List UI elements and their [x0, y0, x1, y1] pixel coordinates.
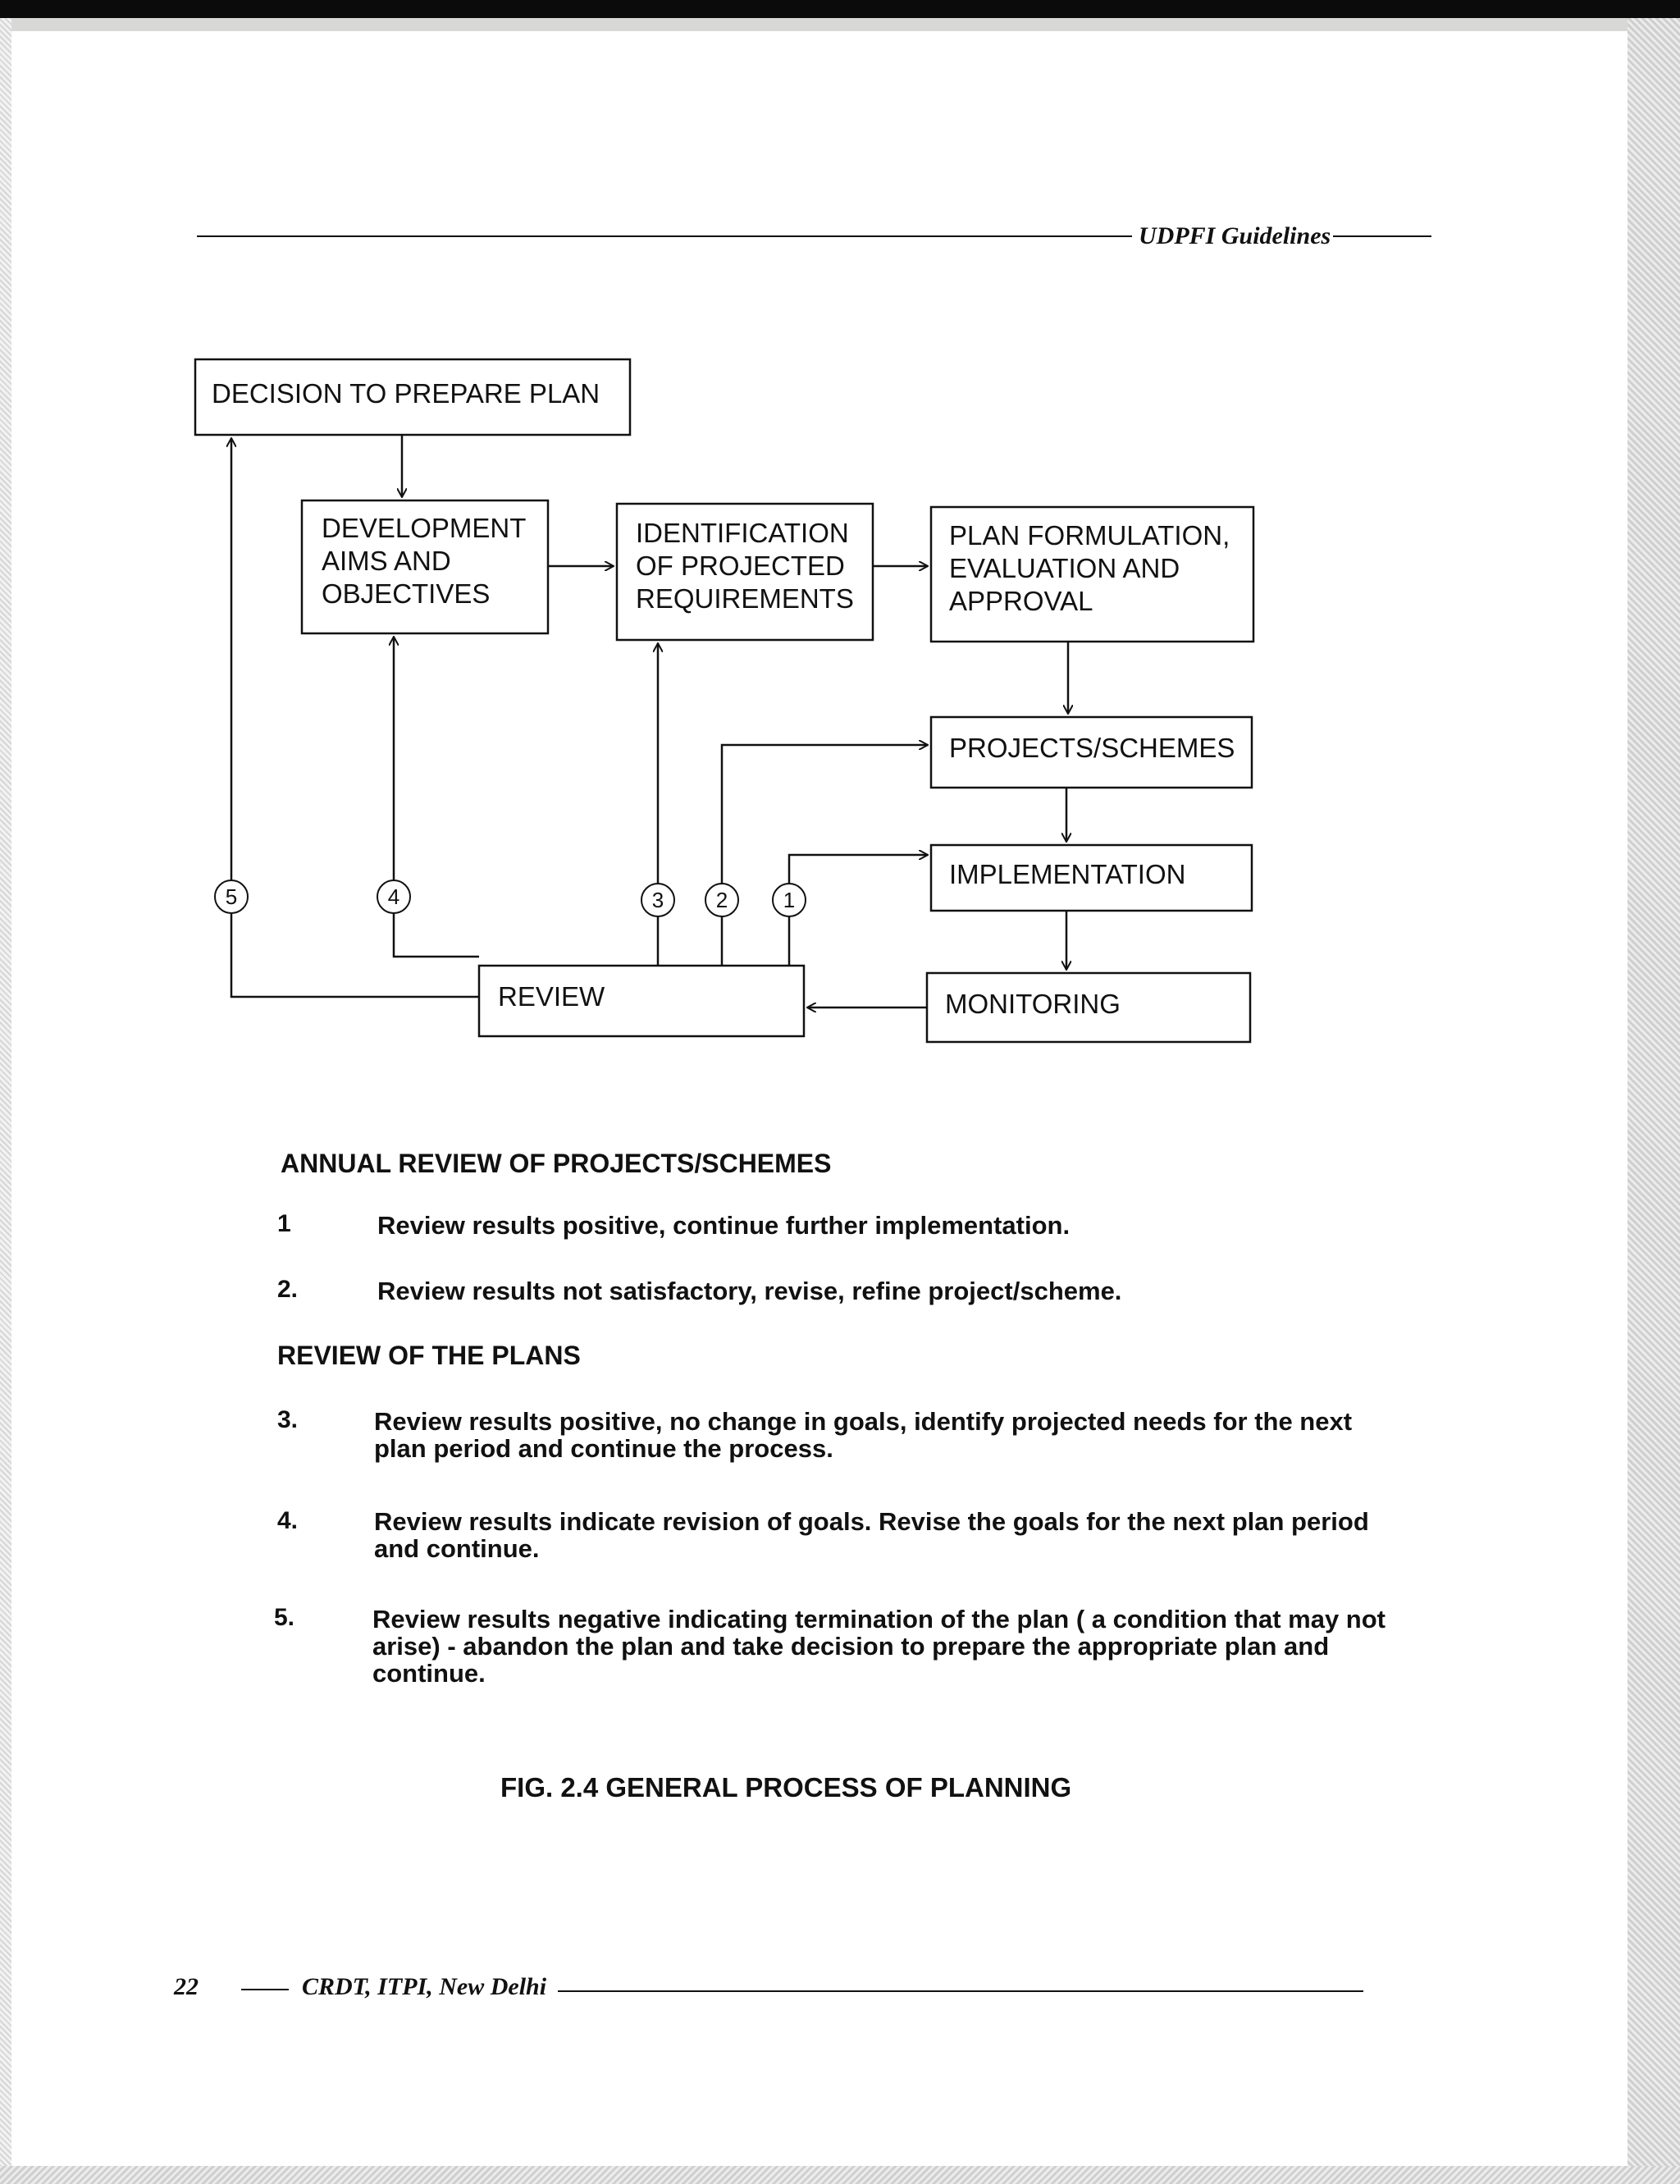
label-projects: PROJECTS/SCHEMES	[949, 733, 1235, 763]
item-number-1: 1	[277, 1210, 291, 1237]
item-number-5: 5.	[274, 1604, 295, 1631]
label-identification: IDENTIFICATION OF PROJECTED REQUIREMENTS	[636, 518, 854, 614]
label-review: REVIEW	[498, 981, 605, 1012]
item-text-1: Review results positive, continue further implementation.	[377, 1211, 1071, 1240]
label-monitoring: MONITORING	[945, 989, 1121, 1019]
item-text-3: Review results positive, no change in goals, identify projected needs for the next plan period and continue the process.	[374, 1407, 1353, 1463]
label-implementation: IMPLEMENTATION	[949, 859, 1186, 889]
item-text-5: Review results negative indicating termination of the plan ( a condition that may not arise) - abandon the plan and take decision to prepare the appropriate plan and continue.	[372, 1605, 1386, 1688]
loop-number-1: 1	[772, 883, 806, 917]
loop-4-path	[394, 637, 479, 957]
item-text-2: Review results not satisfactory, revise, refine project/scheme.	[377, 1277, 1122, 1305]
page-footer	[174, 1973, 1363, 2006]
footer-rule	[558, 1990, 1363, 1992]
label-formulation: PLAN FORMULATION, EVALUATION AND APPROVAL	[949, 520, 1230, 616]
running-title: UDPFI Guidelines	[1139, 222, 1331, 249]
item-number-2: 2.	[277, 1276, 299, 1303]
footer-dash	[241, 1989, 289, 1990]
page-number: 22	[174, 1973, 199, 2000]
item-number-4: 4.	[277, 1507, 299, 1534]
plan-review-heading: REVIEW OF THE PLANS	[277, 1341, 581, 1370]
item-number-3: 3.	[277, 1406, 299, 1433]
label-decision: DECISION TO PREPARE PLAN	[212, 378, 600, 409]
footer-organization: CRDT, ITPI, New Delhi	[302, 1973, 547, 2000]
figure-caption: FIG. 2.4 GENERAL PROCESS OF PLANNING	[500, 1772, 1072, 1802]
loop-number-3: 3	[641, 883, 675, 917]
item-text-4: Review results indicate revision of goals. Revise the goals for the next plan period and continue.	[374, 1507, 1369, 1563]
loop-1-path	[789, 855, 928, 966]
label-development: DEVELOPMENT AIMS AND OBJECTIVES	[322, 513, 527, 609]
annual-review-heading: ANNUAL REVIEW OF PROJECTS/SCHEMES	[281, 1149, 832, 1178]
loop-number-4: 4	[377, 880, 411, 914]
loop-number-2: 2	[705, 883, 739, 917]
loop-number-5: 5	[214, 880, 249, 914]
